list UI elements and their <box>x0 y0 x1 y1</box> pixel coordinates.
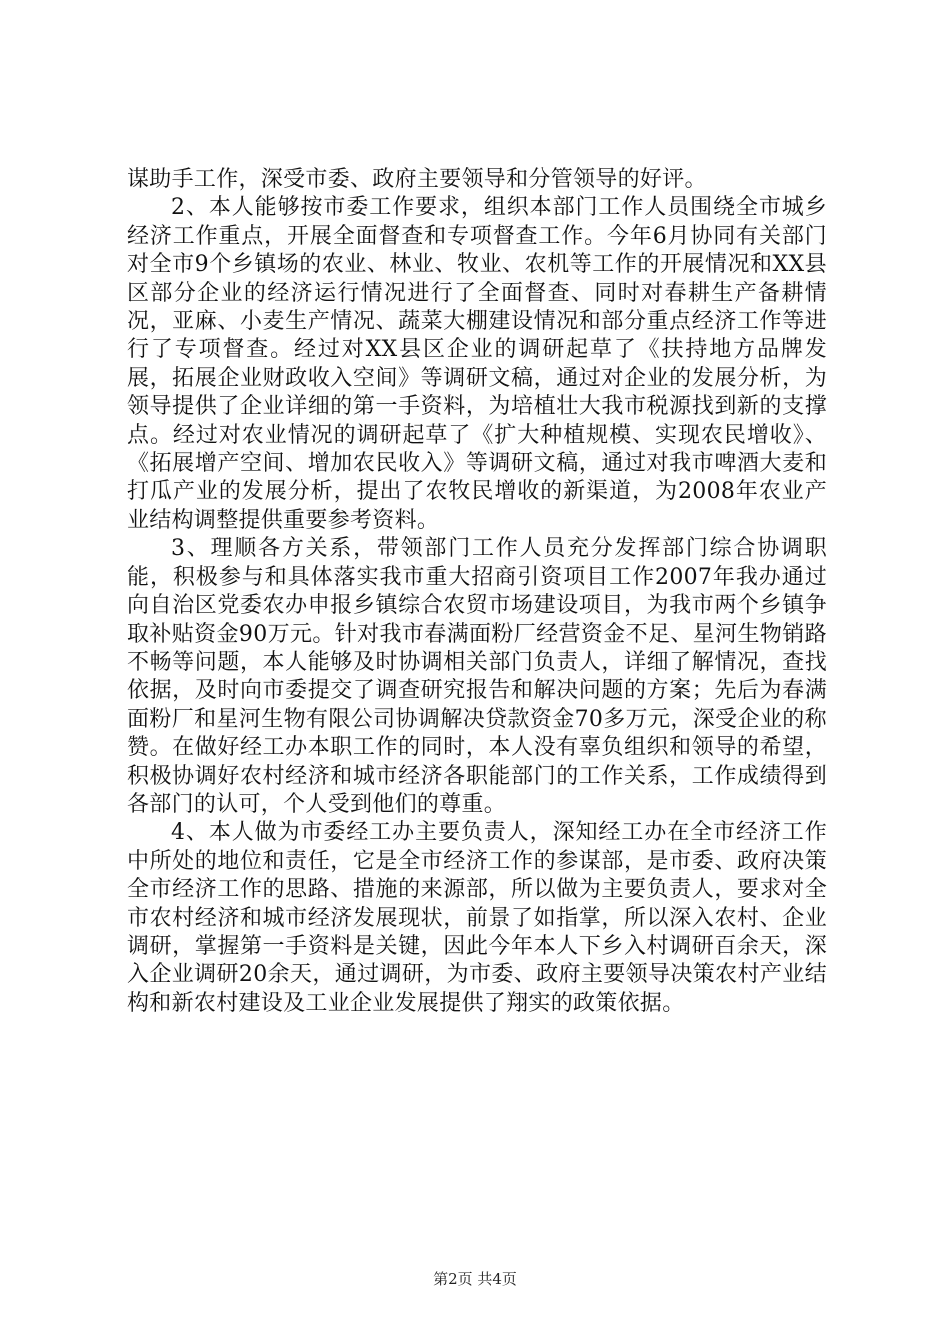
document-body <box>127 166 827 1018</box>
paragraph-2: 2、本人能够按市委工作要求，组织本部门工作人员围绕全市城乡经济工作重点，开展全面督查和专项督查工作。今年6月协同有关部门对全市9个乡镇场的农业、林业、牧业、农机等工作的开展情况和XX县区部分企业的经济运行情况进行了全面督查、同时对春耕生产备耕情况，亚麻、小麦生产情况、蔬菜大棚建设情况和部分重点经济工作等进行了专项督查。经过对XX县区企业的调研起草了《扶持地方品牌发展，拓展企业财政收入空间》等调研文稿，通过对企业的发展分析，为领导提供了企业详细的第一手资料，为培植壮大我市税源找到新的支撑点。经过对农业情况的调研起草了《扩大种植规模、实现农民增收》、《拓展增产空间、增加农民收入》等调研文稿，通过对我市啤酒大麦和打瓜产业的发展分析，提出了农牧民增收的新渠道，为2008年农业产业结构调整提供重要参考资料。 <box>127 195 827 533</box>
paragraph-continuation: 谋助手工作，深受市委、政府主要领导和分管领导的好评。 <box>127 167 707 192</box>
paragraph-3: 3、理顺各方关系，带领部门工作人员充分发挥部门综合协调职能，积极参与和具体落实我市重大招商引资项目工作2007年我办通过向自治区党委农办申报乡镇综合农贸市场建设项目，为我市两个乡镇争取补贴资金90万元。针对我市春满面粉厂经营资金不足、星河生物销路不畅等问题，本人能够及时协调相关部门负责人，详细了解情况，查找依据，及时向市委提交了调查研究报告和解决问题的方案；先后为春满面粉厂和星河生物有限公司协调解决贷款资金70多万元，深受企业的称赞。在做好经工办本职工作的同时，本人没有辜负组织和领导的希望，积极协调好农村经济和城市经济各职能部门的工作关系，工作成绩得到各部门的认可，个人受到他们的尊重。 <box>127 536 827 817</box>
paragraph-4: 4、本人做为市委经工办主要负责人，深知经工办在全市经济工作中所处的地位和责任，它是全市经济工作的参谋部，是市委、政府决策全市经济工作的思路、措施的来源部，所以做为主要负责人，要求对全市农村经济和城市经济发展现状，前景了如指掌，所以深入农村、企业调研，掌握第一手资料是关键，因此今年本人下乡入村调研百余天，深入企业调研20余天，通过调研，为市委、政府主要领导决策农村产业结构和新农村建设及工业企业发展提供了翔实的政策依据。 <box>127 820 827 1016</box>
page-number-footer: 第2页 共4页 <box>433 1270 517 1288</box>
